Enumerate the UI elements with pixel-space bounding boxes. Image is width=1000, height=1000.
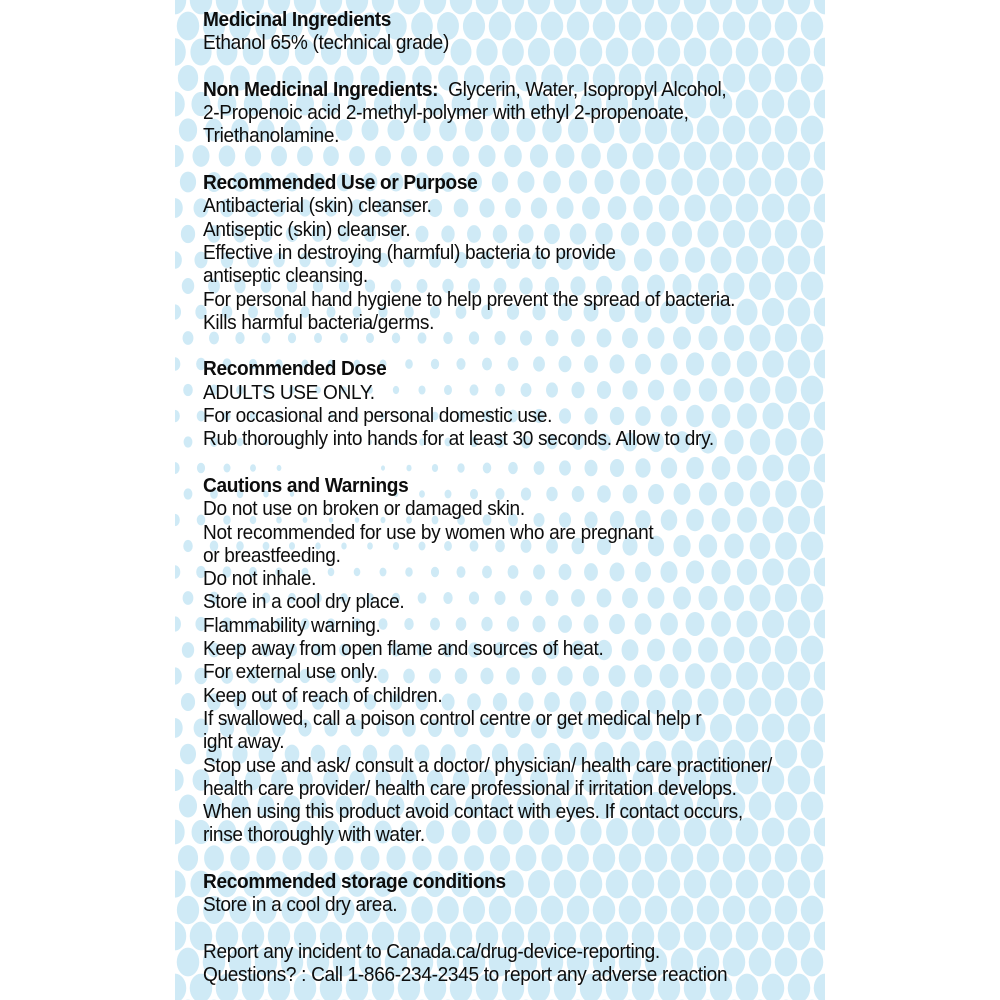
pattern-dot <box>175 198 183 218</box>
section-heading: Recommended Dose <box>203 357 387 381</box>
pattern-dot <box>175 251 182 269</box>
pattern-dot <box>814 714 825 743</box>
section-heading: Medicinal Ingredients <box>203 8 392 31</box>
non-medicinal-first-line <box>203 78 770 101</box>
pattern-dot <box>775 168 798 197</box>
pattern-dot <box>788 922 811 951</box>
pattern-dot <box>788 974 811 1000</box>
pattern-dot <box>181 225 195 243</box>
pattern-dot <box>814 350 825 379</box>
section-heading: Recommended storage conditions <box>203 869 506 893</box>
pattern-dot <box>175 616 181 631</box>
pattern-dot <box>788 90 811 119</box>
text-line: Keep out of reach of children. <box>203 683 443 707</box>
pattern-dot <box>180 172 196 193</box>
section-heading: Cautions and Warnings <box>203 473 409 497</box>
section-heading: Non Medicinal Ingredients: <box>203 77 439 101</box>
pattern-dot <box>801 688 824 717</box>
pattern-dot <box>181 693 195 711</box>
pattern-dot <box>814 662 825 691</box>
pattern-dot <box>175 565 180 578</box>
pattern-dot <box>814 0 825 14</box>
pattern-dot <box>814 142 825 171</box>
pattern-dot <box>788 714 811 743</box>
text-line: Antiseptic (skin) cleanser. <box>203 217 411 241</box>
recommended-use-section <box>203 171 770 334</box>
pattern-dot <box>801 12 824 41</box>
pattern-dot <box>775 948 798 977</box>
text-line: Flammability warning. <box>203 613 381 637</box>
text-line: health care provider/ health care professional if irritation develops. <box>203 776 737 800</box>
text-line: Stop use and ask/ consult a doctor/ physician/ health care practitioner/ <box>203 753 772 777</box>
pattern-dot <box>814 870 825 899</box>
pattern-dot <box>175 357 180 371</box>
pattern-dot <box>814 90 825 119</box>
non-medicinal-ingredients-section <box>203 78 770 148</box>
pattern-dot <box>801 220 824 249</box>
text-line: If swallowed, call a poison control centre or get medical help r <box>203 706 702 730</box>
pattern-dot <box>183 591 194 605</box>
pattern-dot <box>175 514 180 526</box>
pattern-dot <box>788 402 810 430</box>
pattern-dot <box>775 896 798 925</box>
pattern-dot <box>175 769 184 791</box>
pattern-dot <box>801 168 824 197</box>
pattern-dot <box>801 532 824 561</box>
text-line: antiseptic cleansing. <box>203 264 368 288</box>
pattern-dot <box>814 558 825 587</box>
pattern-dot <box>175 145 184 167</box>
pattern-dot <box>179 118 197 141</box>
pattern-dot <box>814 506 825 535</box>
pattern-dot <box>183 540 193 552</box>
pattern-dot <box>788 194 811 223</box>
pattern-dot <box>775 116 798 145</box>
label-text <box>203 8 770 1000</box>
recommended-dose-section <box>203 357 770 450</box>
pattern-dot <box>801 480 824 509</box>
pattern-dot <box>175 0 186 14</box>
pattern-dot <box>175 820 185 845</box>
pattern-dot <box>178 845 198 871</box>
pattern-dot <box>788 766 811 795</box>
pattern-dot <box>788 454 810 482</box>
pattern-dot <box>175 92 185 117</box>
pattern-dot <box>801 844 824 873</box>
pattern-dot <box>775 376 797 404</box>
reporting-footer <box>203 940 770 987</box>
pattern-dot <box>788 298 811 327</box>
pattern-dot <box>775 480 796 507</box>
pattern-dot <box>775 64 798 93</box>
pattern-dot <box>814 922 825 951</box>
cautions-warnings-section <box>203 474 770 847</box>
pattern-dot <box>788 506 810 534</box>
pattern-dot <box>801 376 824 405</box>
pattern-dot <box>814 298 825 327</box>
pattern-dot <box>788 38 811 67</box>
pattern-dot <box>788 610 811 639</box>
pattern-dot <box>775 792 798 821</box>
section-lines <box>203 101 770 148</box>
text-line: Effective in destroying (harmful) bacteria to provide <box>203 240 616 264</box>
text-line: For occasional and personal domestic use. <box>203 404 553 428</box>
pattern-dot <box>814 246 825 275</box>
pattern-dot <box>184 436 193 447</box>
pattern-dot <box>775 688 798 717</box>
text-line: When using this product avoid contact with eyes. If contact occurs, <box>203 800 743 824</box>
pattern-dot <box>801 792 824 821</box>
text-line: Triethanolamine. <box>203 124 340 148</box>
pattern-dot <box>801 948 824 977</box>
pattern-dot <box>801 896 824 925</box>
pattern-dot <box>775 740 798 769</box>
text-line: Keep away from open flame and sources of heat. <box>203 637 604 661</box>
text-line: Store in a cool dry area. <box>203 893 398 917</box>
text-line: Rub thoroughly into hands for at least 30 seconds. Allow to dry. <box>203 427 714 451</box>
section-lines <box>203 31 770 54</box>
pattern-dot <box>801 64 824 93</box>
pattern-dot <box>182 642 194 658</box>
pattern-dot <box>775 428 796 455</box>
text-line: For personal hand hygiene to help prevent the spread of bacteria. <box>203 287 736 311</box>
text-line: or breastfeeding. <box>203 543 341 567</box>
text-line: Do not inhale. <box>203 567 317 591</box>
text-line: Kills harmful bacteria/germs. <box>203 310 435 334</box>
storage-conditions-section <box>203 870 770 917</box>
pattern-dot <box>801 740 824 769</box>
pattern-dot <box>814 38 825 67</box>
text-line: 2-Propenoic acid 2-methyl-polymer with ethyl 2-propenoate, <box>203 101 689 125</box>
ingredient-list-start: Glycerin, Water, Isopropyl Alcohol, <box>448 77 727 101</box>
pattern-dot <box>814 974 825 1000</box>
pattern-dot <box>184 488 193 499</box>
pattern-dot <box>175 667 182 684</box>
text-line: Antibacterial (skin) cleanser. <box>203 194 432 218</box>
pattern-dot <box>175 718 183 738</box>
text-line: ADULTS USE ONLY. <box>203 380 375 404</box>
text-line: Ethanol 65% (technical grade) <box>203 31 449 55</box>
pattern-dot <box>801 636 824 665</box>
section-lines <box>203 893 770 916</box>
footer-lines <box>203 940 770 987</box>
medicinal-ingredients-section <box>203 8 770 55</box>
text-line: For external use only. <box>203 660 378 684</box>
pattern-dot <box>814 818 825 847</box>
pattern-dot <box>182 278 194 294</box>
pattern-dot <box>801 116 824 145</box>
pattern-dot <box>788 0 811 14</box>
pattern-dot <box>775 636 798 665</box>
text-line: Questions? : Call 1-866-234-2345 to report any adverse reaction <box>203 963 728 987</box>
text-line: ight away. <box>203 730 285 754</box>
pattern-dot <box>183 331 194 345</box>
pattern-dot <box>175 462 180 474</box>
pattern-dot <box>177 896 199 924</box>
pattern-dot <box>775 844 798 873</box>
section-lines <box>203 497 770 846</box>
pattern-dot <box>177 948 200 977</box>
text-line: Store in a cool dry place. <box>203 590 405 614</box>
text-line: Not recommended for use by women who are pregnant <box>203 520 654 544</box>
pattern-dot <box>175 974 186 1000</box>
pattern-dot <box>814 402 825 431</box>
pattern-dot <box>775 584 797 612</box>
pattern-dot <box>788 350 811 379</box>
pattern-dot <box>775 532 797 560</box>
pattern-dot <box>788 870 811 899</box>
pattern-dot <box>177 12 199 41</box>
pattern-dot <box>814 610 825 639</box>
pattern-dot <box>175 870 186 897</box>
pattern-dot <box>801 428 824 457</box>
pattern-dot <box>183 384 193 396</box>
pattern-dot <box>175 304 181 319</box>
section-lines <box>203 381 770 451</box>
pattern-dot <box>775 272 798 301</box>
pattern-dot <box>788 142 811 171</box>
pattern-dot <box>801 272 824 301</box>
pattern-dot <box>814 766 825 795</box>
text-line: Report any incident to Canada.ca/drug-device-reporting. <box>203 939 660 963</box>
pattern-dot <box>814 454 825 483</box>
pattern-dot <box>175 410 180 422</box>
pattern-dot <box>814 194 825 223</box>
section-lines <box>203 194 770 334</box>
pattern-dot <box>788 662 811 691</box>
text-line: rinse thoroughly with water. <box>203 823 425 847</box>
pattern-dot <box>175 38 186 66</box>
pattern-dot <box>180 744 196 765</box>
text-line: Do not use on broken or damaged skin. <box>203 497 525 521</box>
pattern-dot <box>178 65 198 91</box>
pattern-dot <box>179 794 197 817</box>
pattern-dot <box>775 12 798 41</box>
section-heading: Recommended Use or Purpose <box>203 171 478 195</box>
pattern-dot <box>175 922 186 951</box>
pattern-dot <box>775 220 798 249</box>
pattern-dot <box>788 558 810 587</box>
pattern-dot <box>775 324 797 352</box>
pattern-dot <box>788 246 811 275</box>
pattern-dot <box>801 584 824 613</box>
pattern-dot <box>788 818 811 847</box>
pattern-dot <box>801 324 824 353</box>
